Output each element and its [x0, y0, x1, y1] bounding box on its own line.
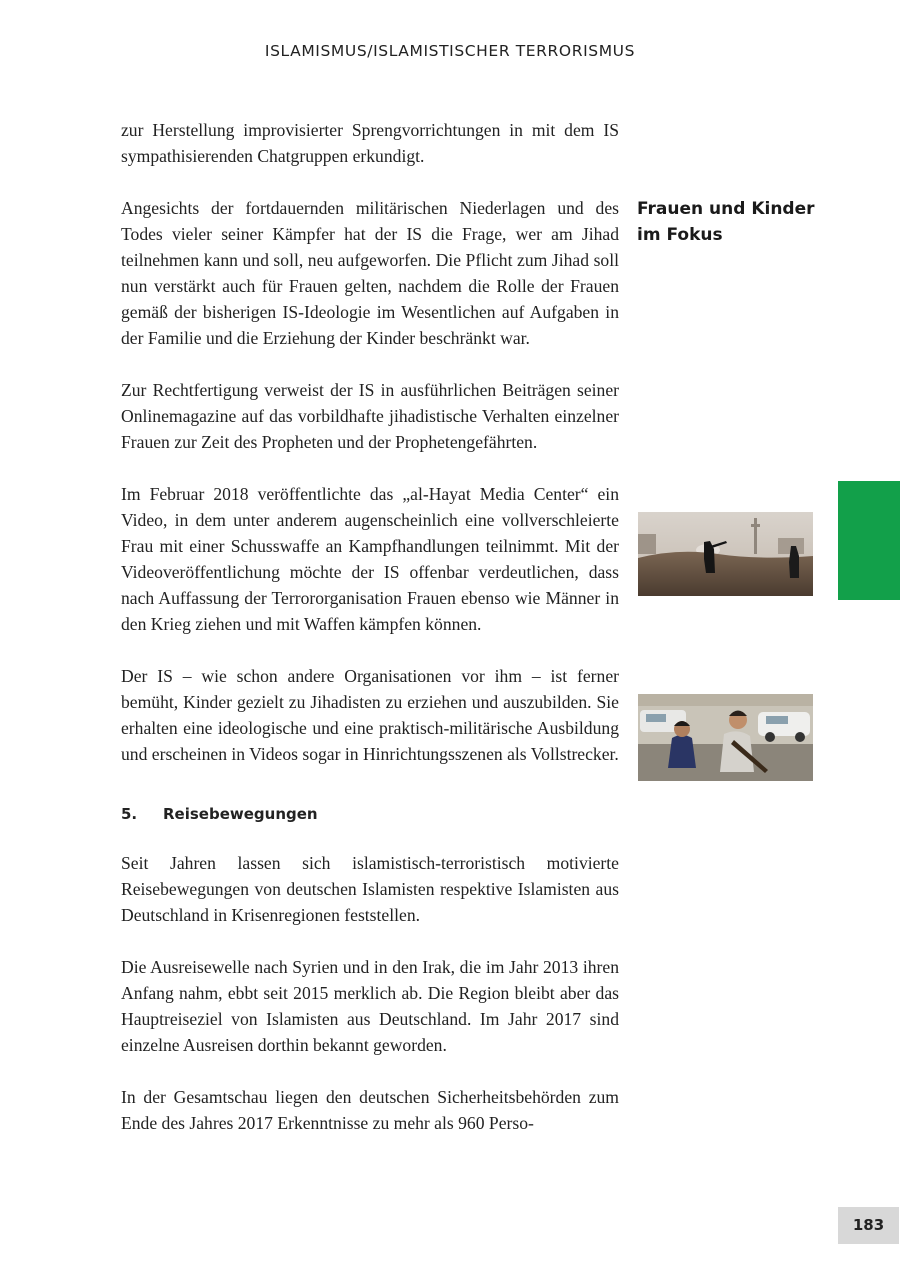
paragraph: Seit Jahren lassen sich islamistisch-terroristisch motivierte Reisebewegungen von deutschen Islamisten respektive Islamisten aus Deutschland in Krisenregionen feststellen. [121, 853, 619, 925]
running-header: ISLAMISMUS/ISLAMISTISCHER TERRORISMUS [264, 42, 636, 60]
section-title: Reisebewegungen [163, 805, 318, 823]
main-text-column [121, 117, 619, 1162]
page-number: 183 [838, 1207, 899, 1244]
section-heading [121, 801, 619, 827]
paragraph: zur Herstellung improvisierter Sprengvorrichtungen in mit dem IS sympathisierenden Chatgruppen erkundigt. [121, 120, 619, 166]
paragraph: Im Februar 2018 veröffentlichte das „al-Hayat Media Center“ ein Video, in dem unter anderem augenscheinlich eine vollverschleierte Frau mit einer Schusswaffe an Kampfhandlungen teilnimmt. Mit der Videoveröffentlichung möchte der IS offenbar verdeutlichen, dass nach Auffassung der Terrororganisation Frauen ebenso wie Männer in den Krieg ziehen und mit Waffen kämpfen können. [121, 484, 619, 634]
paragraph: Die Ausreisewelle nach Syrien und in den Irak, die im Jahr 2013 ihren Anfang nahm, ebbt seit 2015 merklich ab. Die Region bleibt aber das Hauptreiseziel von Islamisten aus Deutschland. Im Jahr 2017 sind einzelne Ausreisen dorthin bekannt geworden. [121, 957, 619, 1055]
margin-heading: Frauen und Kinder im Fokus [637, 199, 815, 245]
section-number: 5. [121, 805, 138, 823]
paragraph: In der Gesamtschau liegen den deutschen Sicherheitsbehörden zum Ende des Jahres 2017 Erkenntnisse zu mehr als 960 Perso- [121, 1087, 619, 1133]
children-with-weapons-photo [638, 694, 813, 781]
paragraph: Angesichts der fortdauernden militärischen Niederlagen und des Todes vieler seiner Kämpfer hat der IS die Frage, wer am Jihad teilnehmen kann und soll, neu aufgeworfen. Die Pflicht zum Jihad soll nun verstärkt auch für Frauen gelten, nachdem die Rolle der Frauen gemäß der bisherigen IS-Ideologie im Wesentlichen auf Aufgaben in der Familie und die Erziehung der Kinder beschränkt war. [121, 198, 619, 348]
chapter-tab-marker [838, 481, 900, 600]
paragraph: Der IS – wie schon andere Organisationen vor ihm – ist ferner bemüht, Kinder gezielt zu Jihadisten zu erziehen und auszubilden. Sie erhalten eine ideologische und eine praktisch-militärische Ausbildung und erscheinen in Videos sogar in Hinrichtungsszenen als Vollstrecker. [121, 666, 619, 764]
paragraph: Zur Rechtfertigung verweist der IS in ausführlichen Beiträgen seiner Onlinemagazine auf das vorbildhafte jihadistische Verhalten einzelner Frauen zur Zeit des Propheten und der Prophetengefährten. [121, 380, 619, 452]
video-still-veiled-woman-photo [638, 512, 813, 596]
